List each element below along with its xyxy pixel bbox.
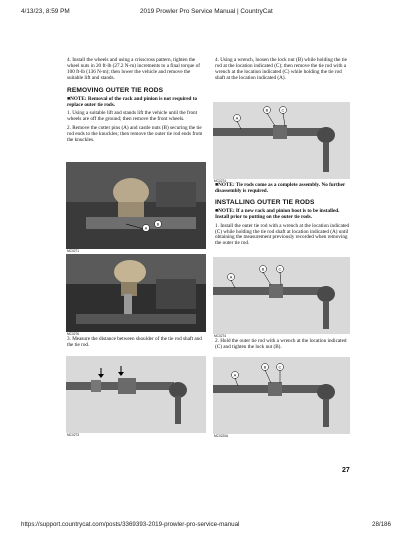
photo-install-tie-rod — [213, 257, 350, 334]
left-step-1: 1. Using a suitable lift and stands lift the vehicle until the front wheels are off the ground; then remove the front wheels. — [67, 110, 198, 123]
callout-c: C — [278, 266, 282, 272]
page-number: 27 — [342, 467, 350, 474]
photo-code: MC0273 — [67, 433, 80, 437]
print-url: https://support.countrycat.com/posts/3369393-2019-prowler-pro-service-manual — [21, 521, 240, 528]
callout-a: A — [233, 372, 237, 378]
tighten-lock-nut-image — [213, 357, 350, 434]
left-step-3: 3. Measure the distance between shoulder of the tie rod shaft and the tie rod. — [67, 336, 202, 348]
right-note-1: ■NOTE: Tie rods come as a complete assembly. No further disassembly is required. — [215, 182, 346, 194]
callout-a: A — [144, 225, 148, 231]
left-step-4: 4. Install the wheels and using a crisscross pattern, tighten the wheel nuts in 20 ft-lb (27.2 N-m) increments to a final torque of 100 ft-lb (136 N-m); then lower the vehicle and remove the suitable lift and stands. — [67, 57, 200, 81]
photo-code: MC0276 — [67, 332, 80, 336]
left-note: ■NOTE: Removal of the rack and pinion is not required to replace outer tie rods. — [67, 95, 198, 108]
callout-a: A — [235, 115, 239, 121]
callout-c: C — [278, 364, 282, 370]
callout-b: B — [156, 221, 160, 227]
removing-heading: REMOVING OUTER TIE RODS — [67, 86, 164, 94]
install-tie-rod-image — [213, 257, 350, 334]
photo-code: MC0274 — [214, 179, 227, 183]
left-column — [67, 58, 205, 144]
print-doc-title: 2019 Prowler Pro Service Manual | CountryCat — [140, 8, 273, 15]
left-step-2: 2. Remove the cotter pins (A) and castle nuts (B) securing the tie rod ends to the knuckles; then remove the outer tie rod ends from the knuckles. — [67, 125, 203, 144]
photo-loosen-lock-nut — [213, 102, 350, 179]
print-timestamp: 4/13/23, 8:59 PM — [21, 8, 70, 15]
right-column — [215, 183, 352, 247]
photo-code: MC0271 — [67, 249, 80, 253]
right-step-1: 1. Install the outer tie rod with a wrench at the location indicated (C) while holding the tie rod shaft at location indicated (A) until obtaining the measurement previously recorded when removing the outer tie rod. — [215, 222, 350, 247]
photo-cotter-pin-castle-nut — [66, 162, 206, 249]
right-step-2: 2. Hold the outer tie rod with a wrench at the location indicated (C) and tighten the lock nut (B). — [215, 338, 347, 350]
print-page-count: 28/186 — [372, 521, 391, 528]
photo-tighten-lock-nut — [213, 357, 350, 434]
callout-c: C — [281, 107, 285, 113]
tie-rod-measure-image — [66, 356, 206, 433]
callout-b: B — [261, 266, 265, 272]
installing-heading: INSTALLING OUTER TIE RODS — [215, 198, 315, 206]
tie-rod-knuckle-image — [66, 162, 206, 249]
photo-measure-tie-rod — [66, 356, 206, 433]
knuckle-image — [66, 254, 206, 332]
right-step-4: 4. Using a wrench, loosen the lock nut (B) while holding the tie rod at the location indicated (C); then remove the tie rod with a wrench at the location indicated (C) while holding the tie rod shaft at the location indicated (A). — [215, 57, 347, 81]
callout-b: B — [263, 364, 267, 370]
photo-tie-rod-removed — [66, 254, 206, 332]
lock-nut-image — [213, 102, 350, 179]
right-note-2: ■NOTE: If a new rack and pinion boot is to be installed. Install prior to putting on the outer tie rods. — [215, 207, 340, 220]
photo-code: MC0274 — [214, 334, 227, 338]
callout-b: B — [265, 107, 269, 113]
callout-a: A — [229, 274, 233, 280]
photo-code: MC0220A — [214, 434, 229, 438]
